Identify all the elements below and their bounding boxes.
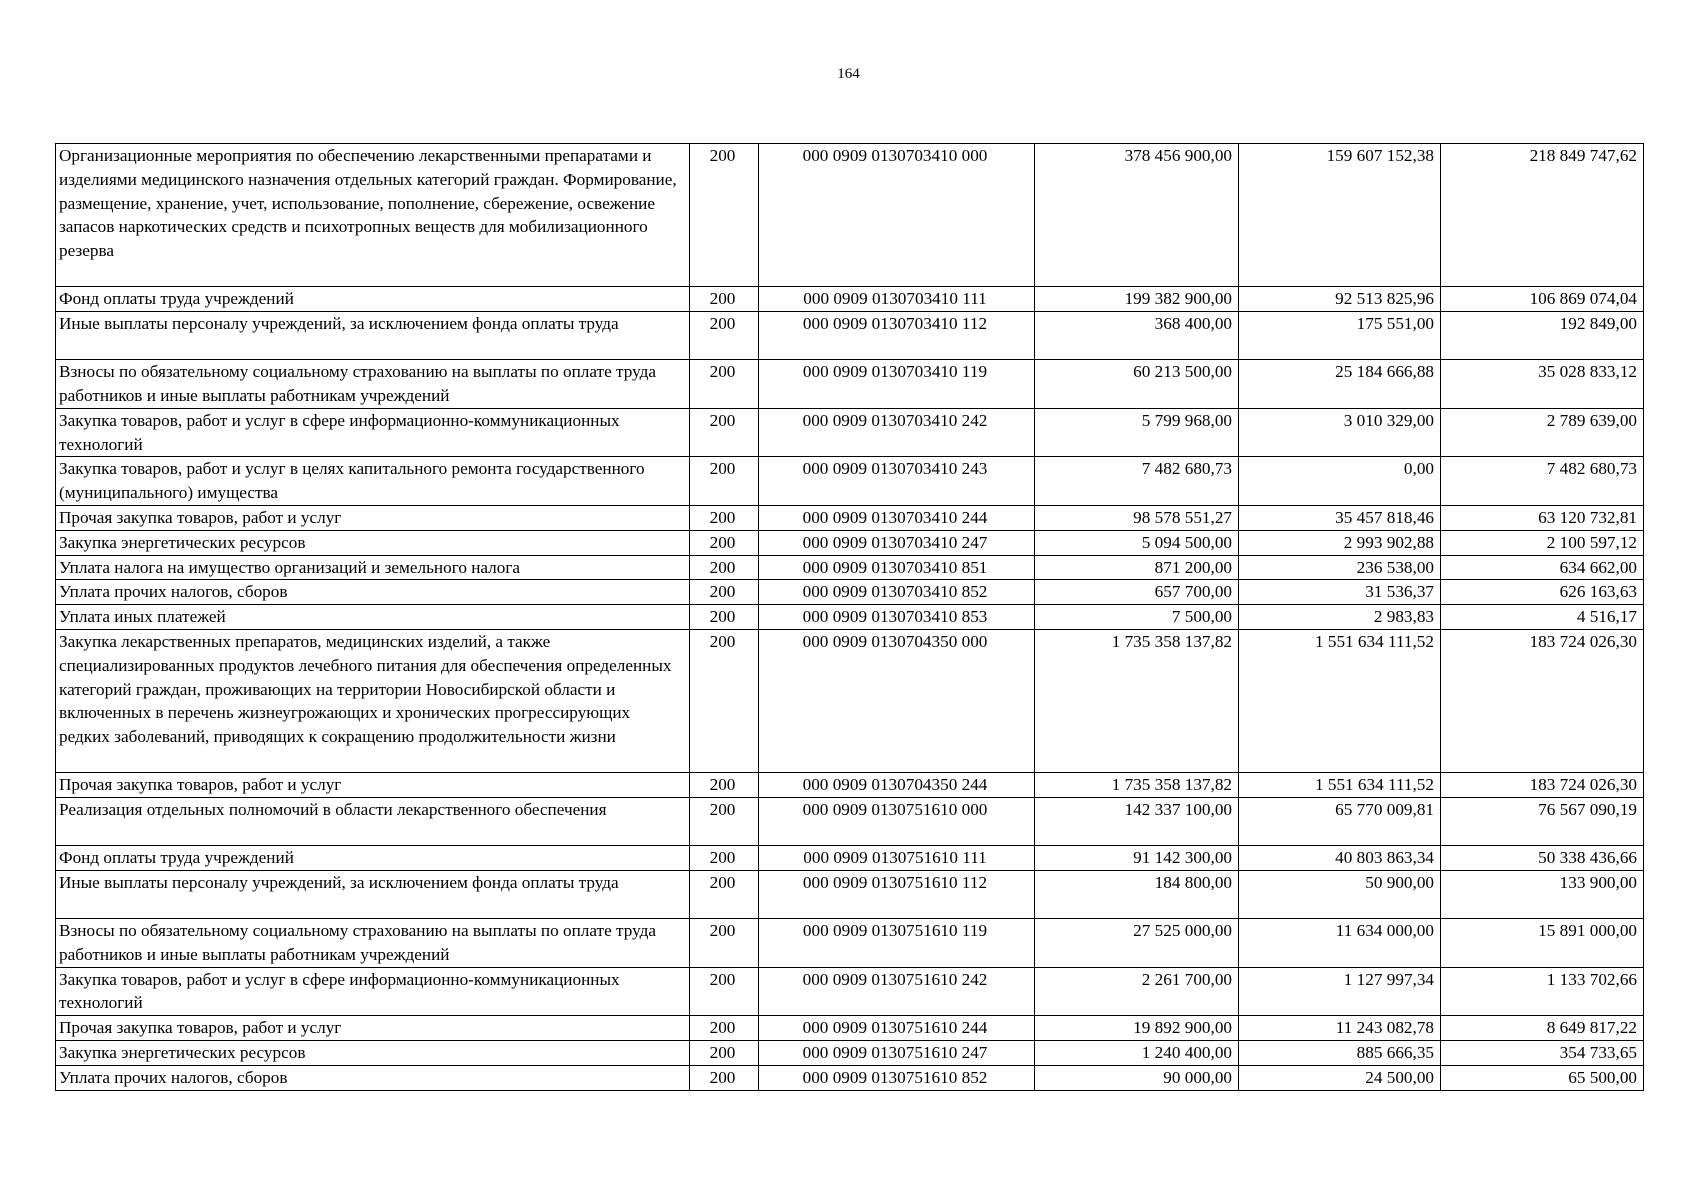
table-row — [56, 360, 1644, 409]
table-row — [56, 408, 1644, 457]
row-unexecuted-cell: 218 849 747,62 — [1441, 144, 1644, 287]
row-name-cell: Закупка лекарственных препаратов, медицинских изделий, а также специализированных продуктов лечебного питания для обеспечения определенных категорий граждан, проживающих на территории Новосибирской области и включенных в перечень жизнеугрожающих и хронических прогрессирующих редких заболеваний, приводящих к сокращению продолжительности жизни — [56, 629, 690, 772]
table-body — [56, 144, 1644, 1091]
row-unexecuted-cell: 35 028 833,12 — [1441, 360, 1644, 409]
row-unexecuted-cell: 15 891 000,00 — [1441, 919, 1644, 968]
row-code-cell: 200 — [690, 360, 759, 409]
table-row — [56, 870, 1644, 918]
row-code-cell: 200 — [690, 967, 759, 1016]
row-budget-code-cell: 000 0909 0130703410 243 — [759, 457, 1035, 506]
row-approved-cell: 90 000,00 — [1035, 1065, 1239, 1090]
row-name-cell: Иные выплаты персоналу учреждений, за исключением фонда оплаты труда — [56, 312, 690, 360]
row-executed-cell: 2 983,83 — [1239, 605, 1441, 630]
table-row — [56, 1041, 1644, 1066]
row-approved-cell: 657 700,00 — [1035, 580, 1239, 605]
row-executed-cell: 0,00 — [1239, 457, 1441, 506]
row-unexecuted-cell: 63 120 732,81 — [1441, 505, 1644, 530]
row-budget-code-cell: 000 0909 0130751610 000 — [759, 798, 1035, 846]
row-approved-cell: 142 337 100,00 — [1035, 798, 1239, 846]
row-unexecuted-cell: 106 869 074,04 — [1441, 287, 1644, 312]
row-code-cell: 200 — [690, 312, 759, 360]
row-budget-code-cell: 000 0909 0130751610 119 — [759, 919, 1035, 968]
table-row — [56, 629, 1644, 772]
row-code-cell: 200 — [690, 846, 759, 871]
row-unexecuted-cell: 8 649 817,22 — [1441, 1016, 1644, 1041]
row-executed-cell: 1 127 997,34 — [1239, 967, 1441, 1016]
row-unexecuted-cell: 50 338 436,66 — [1441, 846, 1644, 871]
row-budget-code-cell: 000 0909 0130704350 000 — [759, 629, 1035, 772]
row-unexecuted-cell: 192 849,00 — [1441, 312, 1644, 360]
row-code-cell: 200 — [690, 798, 759, 846]
table-row — [56, 144, 1644, 287]
row-executed-cell: 65 770 009,81 — [1239, 798, 1441, 846]
row-budget-code-cell: 000 0909 0130703410 119 — [759, 360, 1035, 409]
row-budget-code-cell: 000 0909 0130751610 242 — [759, 967, 1035, 1016]
row-code-cell: 200 — [690, 408, 759, 457]
row-approved-cell: 5 094 500,00 — [1035, 530, 1239, 555]
row-executed-cell: 11 634 000,00 — [1239, 919, 1441, 968]
row-budget-code-cell: 000 0909 0130703410 242 — [759, 408, 1035, 457]
row-unexecuted-cell: 626 163,63 — [1441, 580, 1644, 605]
page-number: 164 — [837, 66, 860, 82]
table-row — [56, 555, 1644, 580]
row-executed-cell: 50 900,00 — [1239, 870, 1441, 918]
row-name-cell: Прочая закупка товаров, работ и услуг — [56, 505, 690, 530]
row-approved-cell: 91 142 300,00 — [1035, 846, 1239, 871]
row-approved-cell: 98 578 551,27 — [1035, 505, 1239, 530]
row-approved-cell: 1 240 400,00 — [1035, 1041, 1239, 1066]
row-executed-cell: 159 607 152,38 — [1239, 144, 1441, 287]
row-executed-cell: 35 457 818,46 — [1239, 505, 1441, 530]
row-name-cell: Уплата прочих налогов, сборов — [56, 1065, 690, 1090]
row-budget-code-cell: 000 0909 0130751610 247 — [759, 1041, 1035, 1066]
row-name-cell: Фонд оплаты труда учреждений — [56, 287, 690, 312]
row-budget-code-cell: 000 0909 0130703410 000 — [759, 144, 1035, 287]
row-unexecuted-cell: 634 662,00 — [1441, 555, 1644, 580]
row-name-cell: Уплата налога на имущество организаций и земельного налога — [56, 555, 690, 580]
row-code-cell: 200 — [690, 605, 759, 630]
row-approved-cell: 199 382 900,00 — [1035, 287, 1239, 312]
row-name-cell: Закупка энергетических ресурсов — [56, 1041, 690, 1066]
row-budget-code-cell: 000 0909 0130751610 852 — [759, 1065, 1035, 1090]
row-name-cell: Организационные мероприятия по обеспечению лекарственными препаратами и изделиями медицинского назначения отдельных категорий граждан. Формирование, размещение, хранение, учет, использование, пополнение, сбережение, освежение запасов наркотических средств и психотропных веществ для мобилизационного резерва — [56, 144, 690, 287]
row-unexecuted-cell: 2 100 597,12 — [1441, 530, 1644, 555]
row-code-cell: 200 — [690, 773, 759, 798]
row-unexecuted-cell: 7 482 680,73 — [1441, 457, 1644, 506]
row-code-cell: 200 — [690, 870, 759, 918]
row-name-cell: Взносы по обязательному социальному страхованию на выплаты по оплате труда работников и иные выплаты работникам учреждений — [56, 360, 690, 409]
row-code-cell: 200 — [690, 555, 759, 580]
table-row — [56, 457, 1644, 506]
row-name-cell: Фонд оплаты труда учреждений — [56, 846, 690, 871]
row-code-cell: 200 — [690, 287, 759, 312]
row-executed-cell: 3 010 329,00 — [1239, 408, 1441, 457]
row-unexecuted-cell: 65 500,00 — [1441, 1065, 1644, 1090]
row-code-cell: 200 — [690, 457, 759, 506]
row-code-cell: 200 — [690, 580, 759, 605]
row-budget-code-cell: 000 0909 0130751610 111 — [759, 846, 1035, 871]
row-executed-cell: 24 500,00 — [1239, 1065, 1441, 1090]
row-code-cell: 200 — [690, 144, 759, 287]
row-unexecuted-cell: 133 900,00 — [1441, 870, 1644, 918]
row-budget-code-cell: 000 0909 0130703410 111 — [759, 287, 1035, 312]
table-row — [56, 580, 1644, 605]
table-row — [56, 505, 1644, 530]
row-executed-cell: 25 184 666,88 — [1239, 360, 1441, 409]
row-budget-code-cell: 000 0909 0130703410 112 — [759, 312, 1035, 360]
row-approved-cell: 19 892 900,00 — [1035, 1016, 1239, 1041]
row-code-cell: 200 — [690, 505, 759, 530]
row-name-cell: Закупка товаров, работ и услуг в целях капитального ремонта государственного (муниципального) имущества — [56, 457, 690, 506]
table-row — [56, 1016, 1644, 1041]
row-budget-code-cell: 000 0909 0130704350 244 — [759, 773, 1035, 798]
row-approved-cell: 7 482 680,73 — [1035, 457, 1239, 506]
row-code-cell: 200 — [690, 1041, 759, 1066]
row-approved-cell: 378 456 900,00 — [1035, 144, 1239, 287]
row-executed-cell: 11 243 082,78 — [1239, 1016, 1441, 1041]
row-executed-cell: 2 993 902,88 — [1239, 530, 1441, 555]
row-name-cell: Закупка энергетических ресурсов — [56, 530, 690, 555]
table-row — [56, 798, 1644, 846]
row-executed-cell: 92 513 825,96 — [1239, 287, 1441, 312]
row-code-cell: 200 — [690, 530, 759, 555]
row-name-cell: Прочая закупка товаров, работ и услуг — [56, 773, 690, 798]
row-unexecuted-cell: 1 133 702,66 — [1441, 967, 1644, 1016]
row-name-cell: Иные выплаты персоналу учреждений, за исключением фонда оплаты труда — [56, 870, 690, 918]
row-executed-cell: 175 551,00 — [1239, 312, 1441, 360]
budget-execution-table — [55, 143, 1644, 1091]
row-unexecuted-cell: 183 724 026,30 — [1441, 629, 1644, 772]
table-row — [56, 605, 1644, 630]
table-row — [56, 773, 1644, 798]
table-row — [56, 846, 1644, 871]
table-row — [56, 287, 1644, 312]
row-unexecuted-cell: 76 567 090,19 — [1441, 798, 1644, 846]
row-budget-code-cell: 000 0909 0130703410 853 — [759, 605, 1035, 630]
row-approved-cell: 1 735 358 137,82 — [1035, 629, 1239, 772]
row-name-cell: Закупка товаров, работ и услуг в сфере информационно-коммуникационных технологий — [56, 408, 690, 457]
table-row — [56, 312, 1644, 360]
row-name-cell: Прочая закупка товаров, работ и услуг — [56, 1016, 690, 1041]
row-approved-cell: 368 400,00 — [1035, 312, 1239, 360]
row-budget-code-cell: 000 0909 0130751610 244 — [759, 1016, 1035, 1041]
row-approved-cell: 7 500,00 — [1035, 605, 1239, 630]
table-row — [56, 919, 1644, 968]
row-name-cell: Уплата иных платежей — [56, 605, 690, 630]
row-code-cell: 200 — [690, 1016, 759, 1041]
row-executed-cell: 31 536,37 — [1239, 580, 1441, 605]
row-name-cell: Взносы по обязательному социальному страхованию на выплаты по оплате труда работников и иные выплаты работникам учреждений — [56, 919, 690, 968]
row-approved-cell: 5 799 968,00 — [1035, 408, 1239, 457]
row-unexecuted-cell: 4 516,17 — [1441, 605, 1644, 630]
row-name-cell: Реализация отдельных полномочий в области лекарственного обеспечения — [56, 798, 690, 846]
row-unexecuted-cell: 183 724 026,30 — [1441, 773, 1644, 798]
row-unexecuted-cell: 2 789 639,00 — [1441, 408, 1644, 457]
row-budget-code-cell: 000 0909 0130751610 112 — [759, 870, 1035, 918]
row-budget-code-cell: 000 0909 0130703410 247 — [759, 530, 1035, 555]
row-approved-cell: 1 735 358 137,82 — [1035, 773, 1239, 798]
row-code-cell: 200 — [690, 629, 759, 772]
row-code-cell: 200 — [690, 1065, 759, 1090]
row-executed-cell: 1 551 634 111,52 — [1239, 629, 1441, 772]
row-executed-cell: 40 803 863,34 — [1239, 846, 1441, 871]
row-approved-cell: 60 213 500,00 — [1035, 360, 1239, 409]
row-approved-cell: 871 200,00 — [1035, 555, 1239, 580]
row-budget-code-cell: 000 0909 0130703410 244 — [759, 505, 1035, 530]
row-name-cell: Закупка товаров, работ и услуг в сфере информационно-коммуникационных технологий — [56, 967, 690, 1016]
row-executed-cell: 1 551 634 111,52 — [1239, 773, 1441, 798]
row-budget-code-cell: 000 0909 0130703410 851 — [759, 555, 1035, 580]
row-approved-cell: 27 525 000,00 — [1035, 919, 1239, 968]
table-row — [56, 1065, 1644, 1090]
row-budget-code-cell: 000 0909 0130703410 852 — [759, 580, 1035, 605]
row-executed-cell: 236 538,00 — [1239, 555, 1441, 580]
row-approved-cell: 184 800,00 — [1035, 870, 1239, 918]
row-executed-cell: 885 666,35 — [1239, 1041, 1441, 1066]
row-name-cell: Уплата прочих налогов, сборов — [56, 580, 690, 605]
row-unexecuted-cell: 354 733,65 — [1441, 1041, 1644, 1066]
table-row — [56, 967, 1644, 1016]
row-code-cell: 200 — [690, 919, 759, 968]
row-approved-cell: 2 261 700,00 — [1035, 967, 1239, 1016]
table-row — [56, 530, 1644, 555]
